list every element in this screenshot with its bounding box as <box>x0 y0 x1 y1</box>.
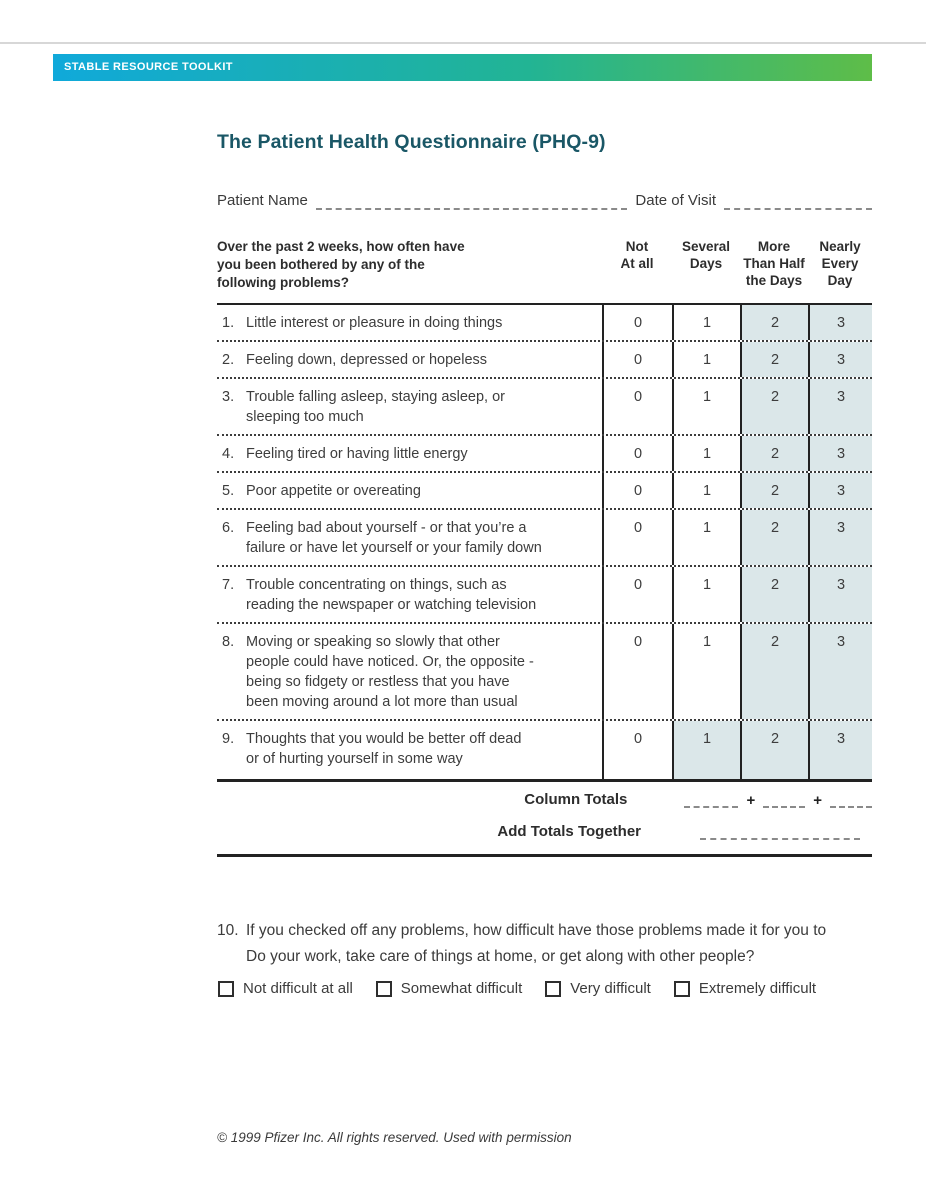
score-cell-0[interactable]: 0 <box>602 379 672 434</box>
question-line: being so fidgety or restless that you have <box>246 674 510 690</box>
table-row-2 <box>217 342 872 379</box>
date-of-visit-label: Date of Visit <box>635 192 716 209</box>
question-text <box>217 305 602 340</box>
question-header-line: following problems? <box>217 275 349 290</box>
difficulty-options <box>217 980 907 997</box>
question-number: 1. <box>222 315 235 331</box>
question-text <box>217 721 602 779</box>
question-line: Moving or speaking so slowly that other <box>246 634 500 650</box>
score-cell-0[interactable]: 0 <box>602 305 672 340</box>
question-header <box>217 238 602 292</box>
option-label: Extremely difficult <box>698 980 817 997</box>
score-cell-1[interactable]: 1 <box>672 721 740 779</box>
score-cell-2[interactable]: 2 <box>740 379 808 434</box>
question-text <box>217 624 602 719</box>
score-cell-1[interactable]: 1 <box>672 624 740 719</box>
score-cell-3[interactable]: 3 <box>808 510 872 565</box>
option-somewhat-difficult[interactable] <box>376 980 522 997</box>
checkbox-icon[interactable] <box>674 981 690 997</box>
score-cell-0[interactable]: 0 <box>602 436 672 471</box>
column-header-more-than-half: More Than Half the Days <box>743 239 805 288</box>
option-extremely-difficult[interactable] <box>674 980 816 997</box>
checkbox-icon[interactable] <box>376 981 392 997</box>
question-line: been moving around a lot more than usual <box>246 694 518 710</box>
score-cell-2[interactable]: 2 <box>740 342 808 377</box>
question-line: Trouble concentrating on things, such as <box>246 577 507 593</box>
banner-label: STABLE RESOURCE TOOLKIT <box>64 61 233 73</box>
question-number: 9. <box>222 731 235 747</box>
date-of-visit-field[interactable] <box>724 196 872 210</box>
score-cell-3[interactable]: 3 <box>808 624 872 719</box>
column-totals-label: Column Totals <box>524 791 628 808</box>
score-cell-1[interactable]: 1 <box>672 567 740 622</box>
score-cell-1[interactable]: 1 <box>672 305 740 340</box>
question-10 <box>217 922 907 997</box>
patient-info-row <box>217 192 872 210</box>
table-row-4 <box>217 436 872 473</box>
table-header <box>217 238 872 292</box>
column-header-several-days: Several Days <box>681 239 731 271</box>
question-text <box>217 342 602 377</box>
question-line: Little interest or pleasure in doing things <box>246 315 503 331</box>
question-line: Feeling down, depressed or hopeless <box>246 352 488 368</box>
score-cell-0[interactable]: 0 <box>602 510 672 565</box>
copyright-notice: © 1999 Pfizer Inc. All rights reserved. Used with permission <box>217 1130 572 1145</box>
question-number: 3. <box>222 389 235 405</box>
score-cell-3[interactable]: 3 <box>808 436 872 471</box>
table-row-1 <box>217 305 872 342</box>
question-number: 4. <box>222 446 235 462</box>
question-10-line2: Do your work, take care of things at home, or get along with other people? <box>246 948 755 965</box>
question-line: Feeling bad about yourself - or that you’re a <box>246 520 527 536</box>
score-cell-0[interactable]: 0 <box>602 721 672 779</box>
question-text <box>217 567 602 622</box>
column-total-field-1[interactable] <box>684 796 738 808</box>
score-cell-0[interactable]: 0 <box>602 624 672 719</box>
patient-name-field[interactable] <box>316 196 628 210</box>
score-cell-2[interactable]: 2 <box>740 624 808 719</box>
column-total-field-3[interactable] <box>830 796 872 808</box>
question-line: Thoughts that you would be better off dead <box>246 731 522 747</box>
table-row-7 <box>217 567 872 624</box>
question-number: 7. <box>222 577 235 593</box>
score-cell-0[interactable]: 0 <box>602 473 672 508</box>
banner <box>53 54 872 81</box>
score-cell-2[interactable]: 2 <box>740 510 808 565</box>
score-cell-3[interactable]: 3 <box>808 567 872 622</box>
question-line: or of hurting yourself in some way <box>246 751 463 767</box>
checkbox-icon[interactable] <box>545 981 561 997</box>
table-row-9 <box>217 721 872 779</box>
score-cell-3[interactable]: 3 <box>808 305 872 340</box>
column-header-nearly-every-day: Nearly Every Day <box>819 239 861 288</box>
score-cell-0[interactable]: 0 <box>602 342 672 377</box>
score-cell-1[interactable]: 1 <box>672 342 740 377</box>
score-cell-3[interactable]: 3 <box>808 342 872 377</box>
plus-sign: + <box>746 792 756 809</box>
score-cell-3[interactable]: 3 <box>808 473 872 508</box>
score-cell-2[interactable]: 2 <box>740 305 808 340</box>
checkbox-icon[interactable] <box>218 981 234 997</box>
question-line: Feeling tired or having little energy <box>246 446 468 462</box>
add-totals-label: Add Totals Together <box>497 823 641 840</box>
option-very-difficult[interactable] <box>545 980 651 997</box>
question-number: 6. <box>222 520 235 536</box>
column-total-field-2[interactable] <box>763 796 805 808</box>
page-title: The Patient Health Questionnaire (PHQ-9) <box>217 131 606 153</box>
question-10-line1: If you checked off any problems, how difficult have those problems made it for you to <box>246 922 827 939</box>
column-totals-row <box>217 791 872 808</box>
option-not-difficult[interactable] <box>218 980 353 997</box>
table-row-6 <box>217 510 872 567</box>
score-cell-1[interactable]: 1 <box>672 379 740 434</box>
question-line: failure or have let yourself or your family down <box>246 540 542 556</box>
question-number: 2. <box>222 352 235 368</box>
score-cell-3[interactable]: 3 <box>808 379 872 434</box>
question-number: 8. <box>222 634 235 650</box>
question-10-number: 10. <box>217 922 239 939</box>
option-label: Not difficult at all <box>243 980 353 997</box>
question-text <box>217 436 602 471</box>
score-cell-1[interactable]: 1 <box>672 473 740 508</box>
question-line: sleeping too much <box>246 409 364 425</box>
score-cell-2[interactable]: 2 <box>740 473 808 508</box>
score-cell-1[interactable]: 1 <box>672 510 740 565</box>
question-line: people could have noticed. Or, the opposite - <box>246 654 534 670</box>
column-header-not-at-all: Not At all <box>620 239 654 271</box>
question-header-line: you been bothered by any of the <box>217 257 425 272</box>
question-text <box>217 473 602 508</box>
page-top-rule <box>0 42 926 44</box>
totals-section <box>217 791 872 855</box>
question-text <box>217 510 602 565</box>
score-cell-3[interactable]: 3 <box>808 721 872 779</box>
score-cell-2[interactable]: 2 <box>740 567 808 622</box>
score-cell-1[interactable]: 1 <box>672 436 740 471</box>
patient-name-label: Patient Name <box>217 192 308 209</box>
option-label: Somewhat difficult <box>400 980 523 997</box>
option-label: Very difficult <box>570 980 651 997</box>
question-line: Poor appetite or overeating <box>246 483 421 499</box>
question-line: Trouble falling asleep, staying asleep, or <box>246 389 506 405</box>
score-cell-2[interactable]: 2 <box>740 721 808 779</box>
score-cell-2[interactable]: 2 <box>740 436 808 471</box>
question-line: reading the newspaper or watching television <box>246 597 537 613</box>
table-row-5 <box>217 473 872 510</box>
table-row-8 <box>217 624 872 721</box>
question-number: 5. <box>222 483 235 499</box>
table-row-3 <box>217 379 872 436</box>
add-totals-row <box>217 823 872 840</box>
total-sum-field[interactable] <box>700 828 860 840</box>
plus-sign: + <box>813 792 822 809</box>
question-header-line: Over the past 2 weeks, how often have <box>217 239 465 254</box>
questionnaire-table <box>217 303 872 782</box>
score-cell-0[interactable]: 0 <box>602 567 672 622</box>
section-divider-rule <box>217 854 872 857</box>
question-text <box>217 379 602 434</box>
